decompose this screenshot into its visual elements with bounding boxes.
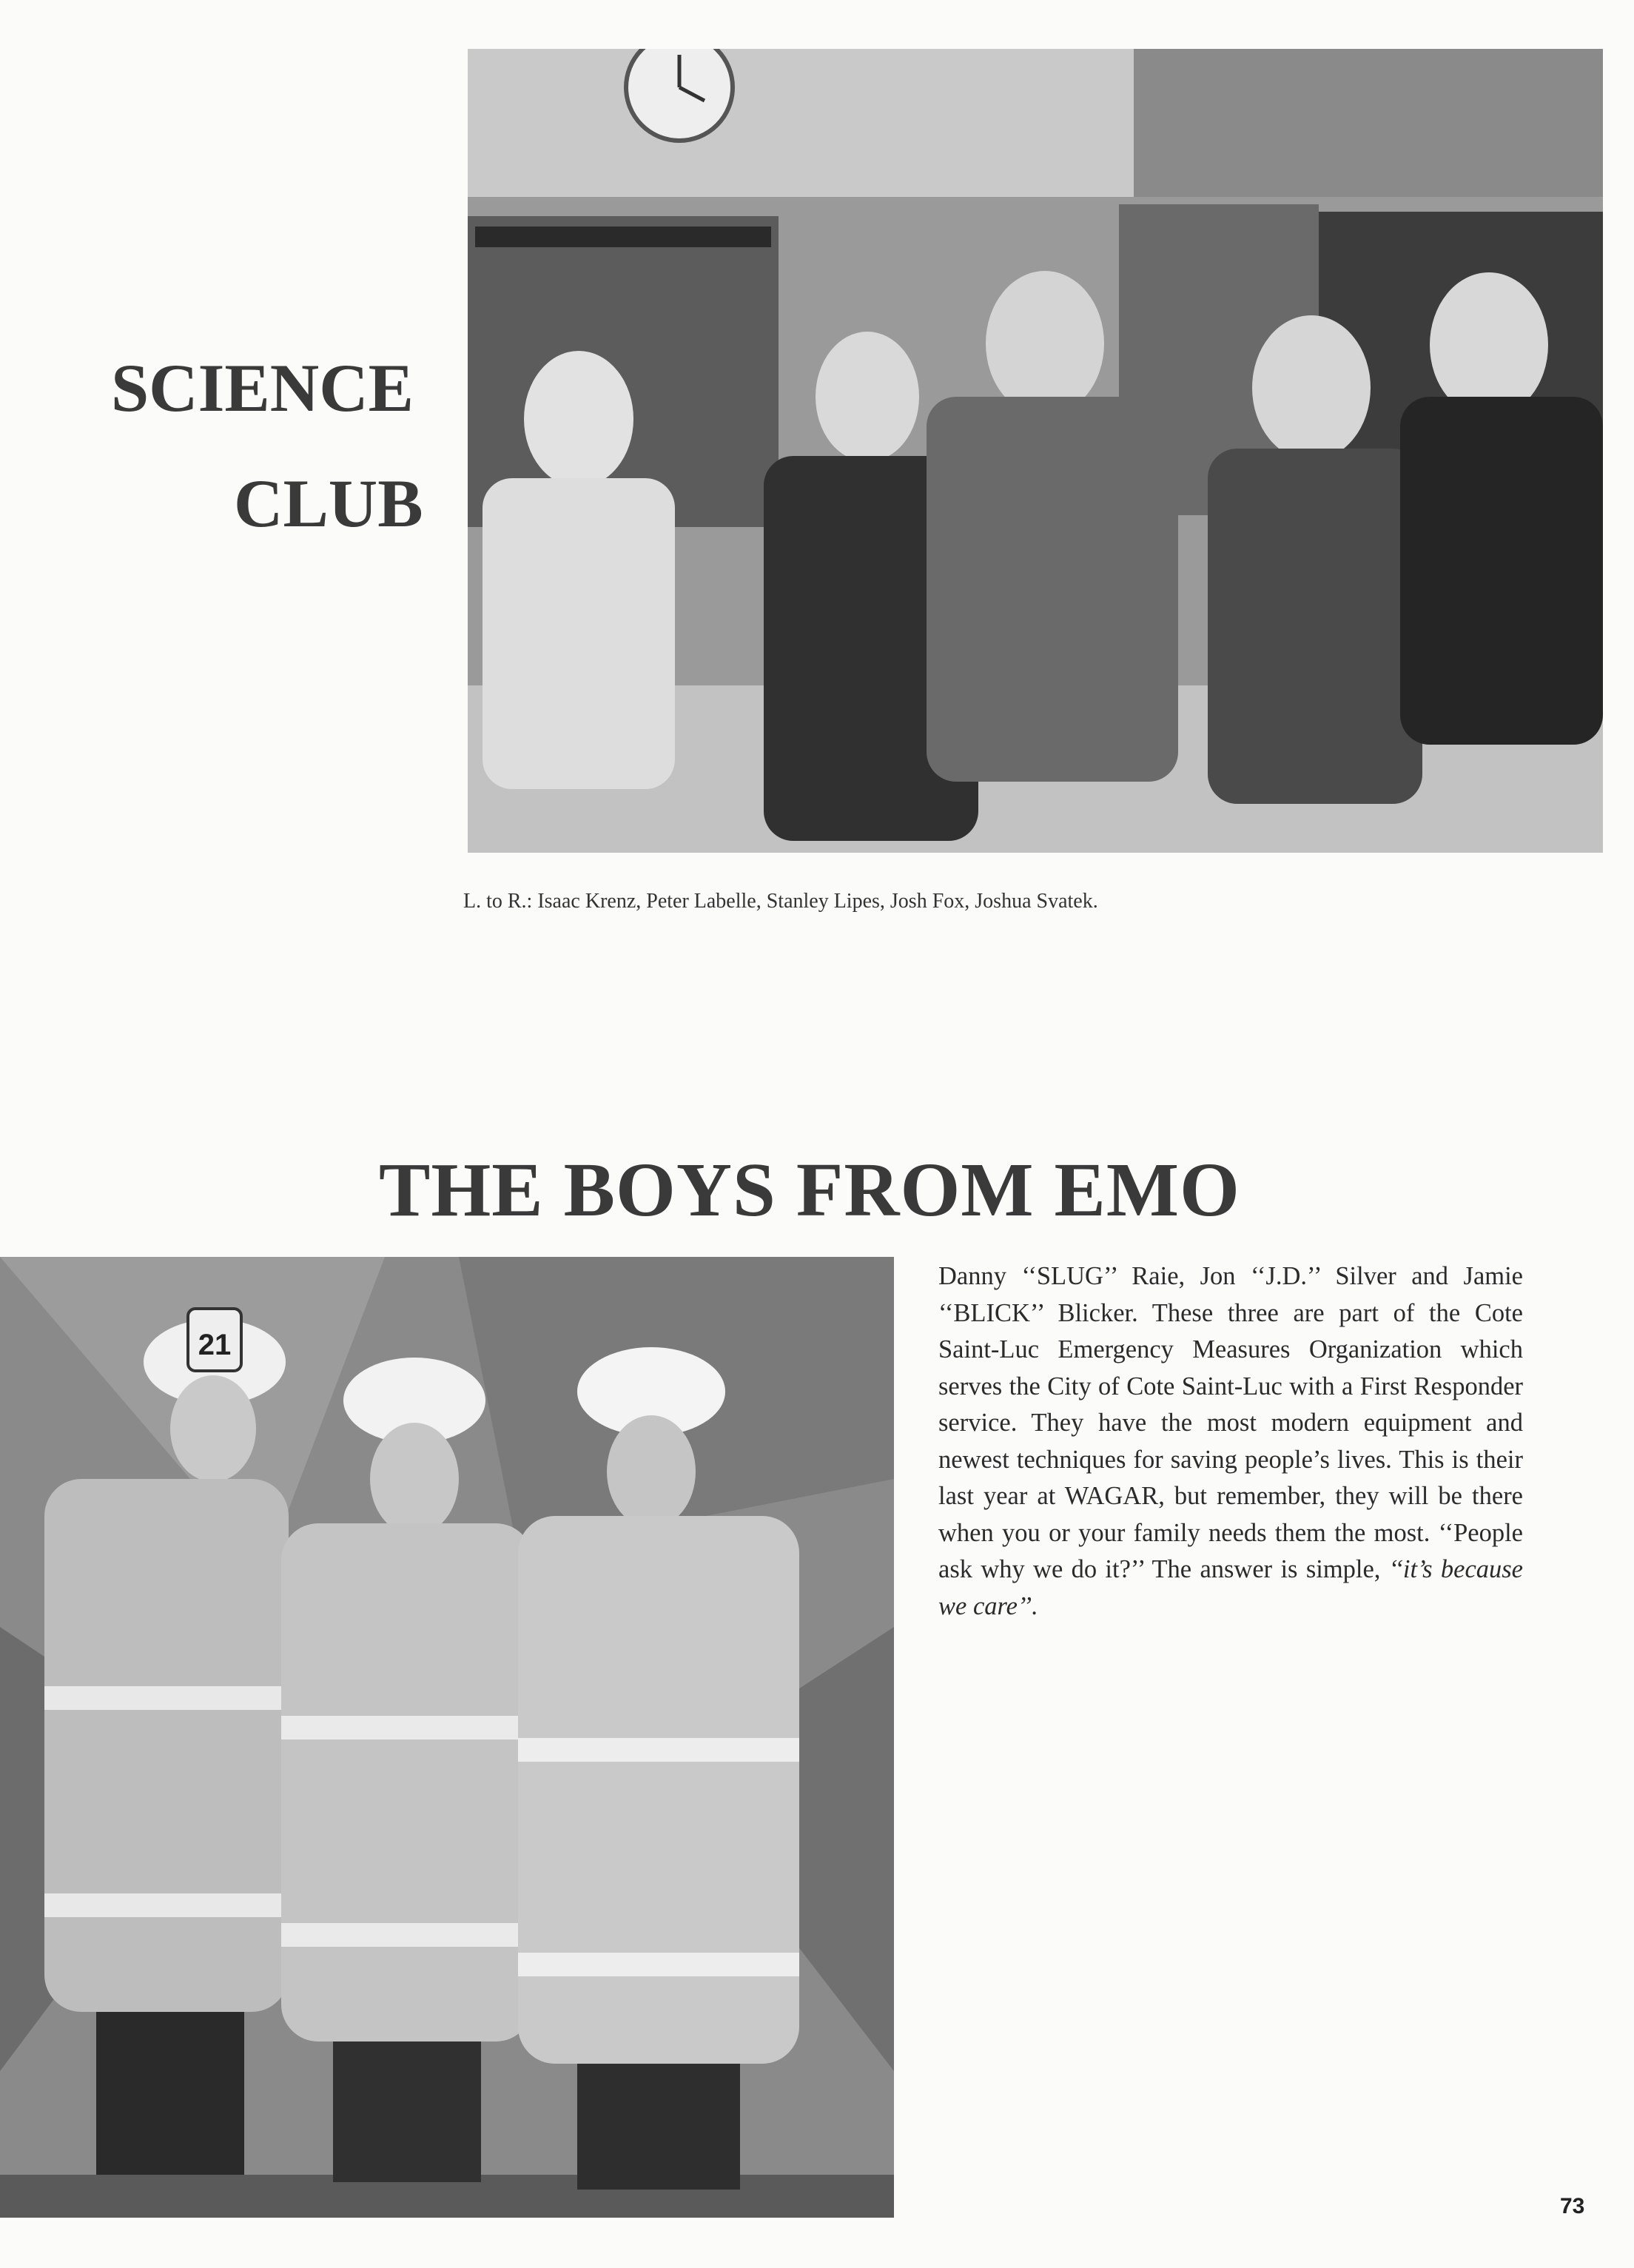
science-club-caption: L. to R.: Isaac Krenz, Peter Labelle, Stanley Lipes, Josh Fox, Joshua Svatek. [463, 890, 1098, 913]
science-club-photo [468, 49, 1603, 853]
helmet-number: 21 [198, 1329, 232, 1361]
emo-description-body: Danny ‘‘SLUG’’ Raie, Jon ‘‘J.D.’’ Silver and Jamie ‘‘BLICK’’ Blicker. These three are part of the Cote Saint-Luc Emergency Measures Organization which serves the City of Cote Saint-Luc with a First Responder service. They have the most modern equipment and newest techniques for saving people’s lives. This is their last year at WAGAR, but remember, they will be there when you or your family needs them the most. ‘‘People ask why we do it?’’ The answer is simple, [938, 1262, 1523, 1583]
emo-photo [0, 1257, 894, 2218]
emo-title: THE BOYS FROM EMO [379, 1147, 1240, 1232]
science-club-title-line2: CLUB [234, 466, 423, 541]
emo-description-quote: ‘‘it’s because we care’’. [938, 1555, 1523, 1620]
page-number: 73 [1560, 2194, 1585, 2218]
emo-description [938, 1258, 1523, 1625]
science-club-title-line1: SCIENCE [111, 350, 414, 426]
